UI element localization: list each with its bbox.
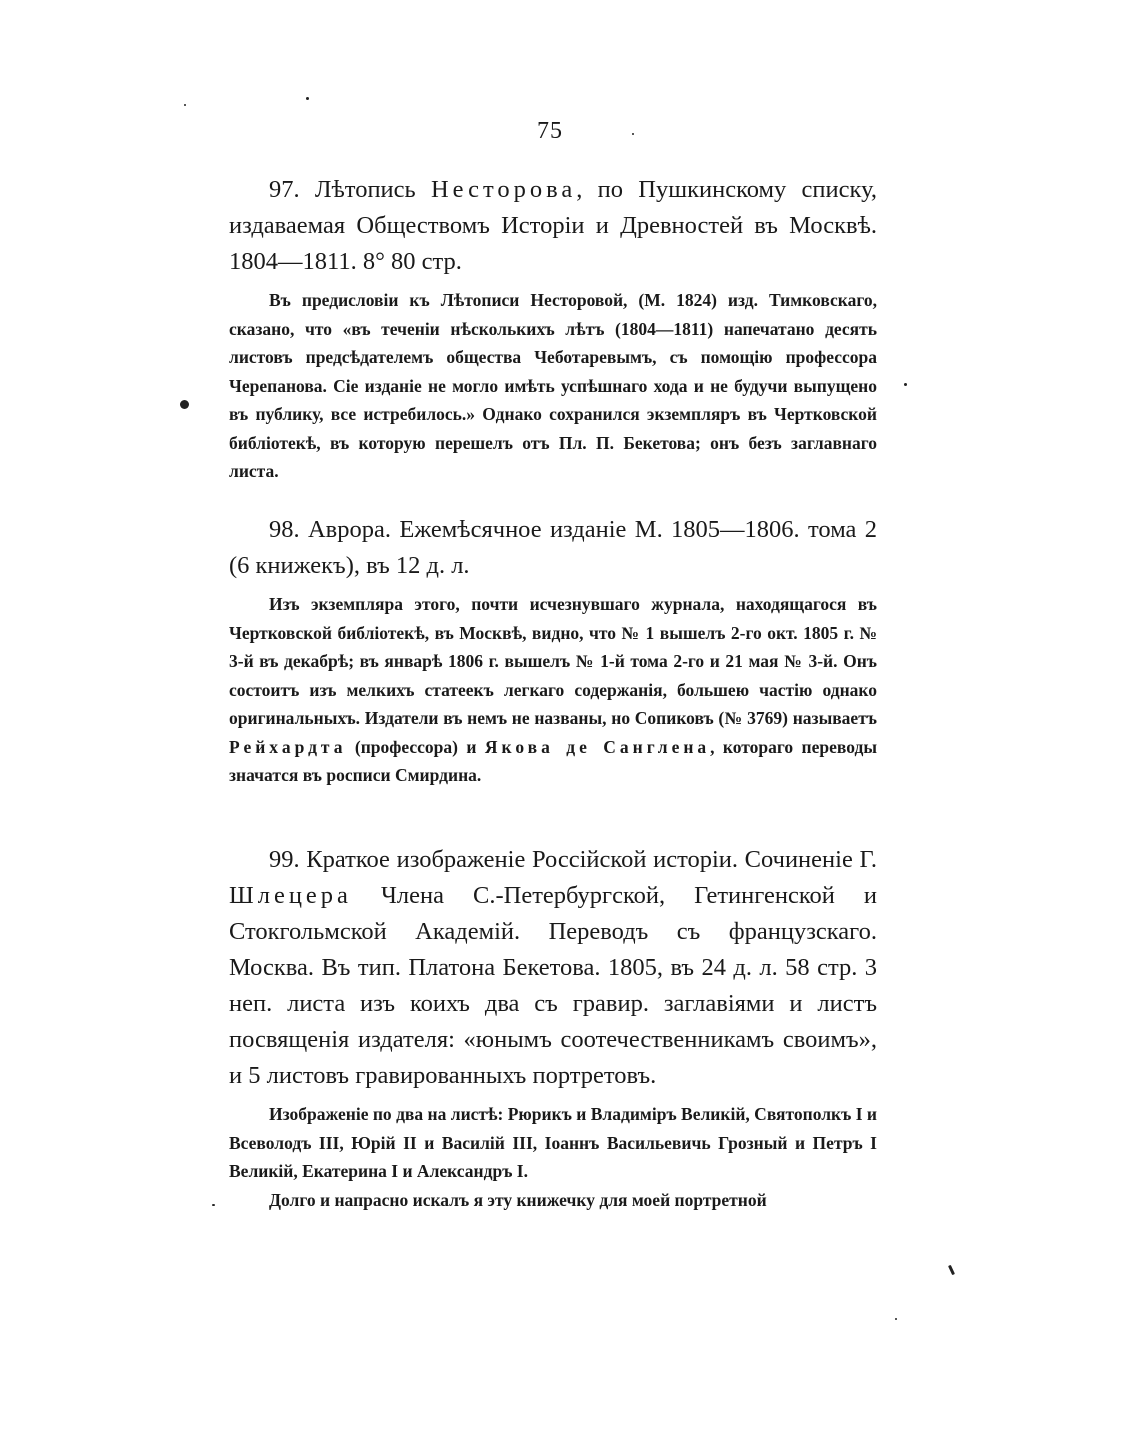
entry-98 <box>229 512 877 790</box>
scan-speck <box>184 104 186 106</box>
note-text: (профессора) и <box>354 736 477 757</box>
scan-speck <box>948 1265 955 1275</box>
entry-98-title <box>229 512 877 584</box>
scan-speck <box>632 133 634 135</box>
entry-99-note: Изображеніе по два на листѣ: Рюрикъ и Владиміръ Великій, Святополкъ I и Всеволодъ III, Юрій II и Василій III, Іоаннъ Васильевичь Грозный и Петръ I Великій, Екатерина I и Александръ I. <box>229 1104 877 1181</box>
title-lead: Лѣтопись <box>314 176 416 203</box>
author-spaced: Шлецера <box>229 882 352 909</box>
entry-97-note: Въ предисловіи къ Лѣтописи Несторовой, (М. 1824) изд. Тимковскаго, сказано, что «въ теченіи нѣсколькихъ лѣтъ (1804—1811) напечатано десять листовъ предсѣдателемъ общества Чеботаревымъ, съ помощію профессора Черепанова. Сіе изданіе не могло имѣть успѣшнаго хода и не будучи выпущено въ публику, все истребилось.» Однако сохранился экземпляръ въ Чертковской библіотекѣ, въ которую перешелъ отъ Пл. П. Бекетова; онъ безъ заглавнаго листа. <box>229 290 877 481</box>
note-text: , котораго переводы значатся въ росписи Смирдина. <box>229 736 877 785</box>
name-spaced: Рейхардта <box>229 736 347 757</box>
title-text: Члена С.-Петербургской, Гетингенской и Стокгольмской Академій. Переводъ съ французскаго. Москва. Въ тип. Платона Бекетова. 1805, въ 24 д. л. 58 стр. 3 неп. листа изъ коихъ два съ гравир. заглавіями и листъ посвященія издателя: «юнымъ соотечественникамъ своимъ», и 5 листовъ гравированныхъ портретовъ. <box>229 882 878 1089</box>
scan-speck <box>895 1318 897 1320</box>
note-text: Изъ экземпляра этого, почти исчезнувшаго журнала, находящагося въ Чертковской библіотекѣ, въ Москвѣ, видно, что № 1 вышелъ 2-го окт. 1805 г. № 3-й въ декабрѣ; въ январѣ 1806 г. вышелъ № 1-й тома 2-го и 21 мая № 3-й. Онъ состоитъ изъ мелкихъ статеекъ легкаго содержанія, большею частію однако оригинальныхъ. Издатели въ немъ не названы, но Сопиковъ (№ 3769) называетъ <box>229 594 877 728</box>
scan-speck <box>904 383 907 386</box>
entry-98-note <box>229 590 877 790</box>
entry-number: 99. <box>269 846 300 873</box>
entry-99-note-continued: Долго и напрасно искалъ я эту книжечку для моей портретной <box>269 1189 767 1210</box>
entry-99-title <box>229 842 877 1094</box>
page-number: 75 <box>537 118 563 144</box>
entry-number: 97. <box>269 176 300 203</box>
entry-97-title <box>229 172 877 280</box>
title-rest: , по Пушкинскому списку, издаваемая Обществомъ Исторіи и Древностей въ Москвѣ. 1804—1811. 8° 80 стр. <box>229 176 878 275</box>
entry-number: 98. <box>269 516 300 543</box>
name-spaced: Якова де Санглена <box>484 736 711 757</box>
scan-speck <box>180 400 189 409</box>
author-spaced: Несторова <box>430 176 577 203</box>
entry-97 <box>229 172 877 486</box>
title-text: Аврора. Ежемѣсячное изданіе М. 1805—1806. тома 2 (6 книжекъ), въ 12 д. л. <box>229 516 878 579</box>
scan-speck <box>212 1204 215 1206</box>
entry-99 <box>229 842 877 1214</box>
scan-speck <box>306 97 309 100</box>
title-text: Краткое изображеніе Россійской исторіи. Сочиненіе Г. <box>306 846 878 873</box>
